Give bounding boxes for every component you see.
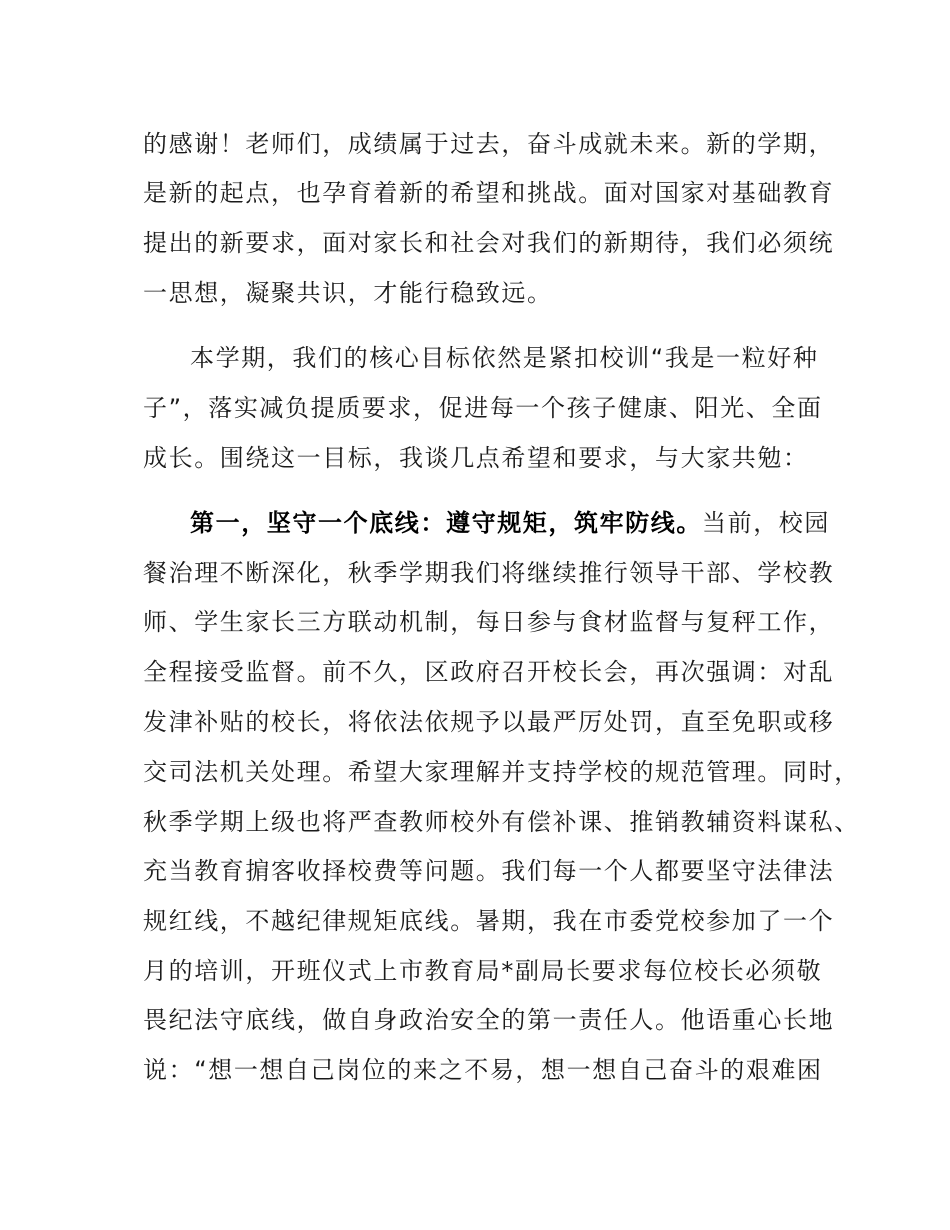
paragraph-line: 发津补贴的校长，将依法依规予以最严厉处罚，直至免职或移 <box>143 708 835 736</box>
paragraph-line: 本学期，我们的核心目标依然是紧扣校训“我是一粒好种 <box>190 344 819 372</box>
paragraph-line: 说：“想一想自己岗位的来之不易，想一想自己奋斗的艰难困 <box>143 1056 823 1084</box>
paragraph-line: 规红线，不越纪律规矩底线。暑期，我在市委党校参加了一个 <box>143 907 835 935</box>
paragraph-line: 餐治理不断深化，秋季学期我们将继续推行领导干部、学校教 <box>143 559 835 587</box>
paragraph-line: 成长。围绕这一目标，我谈几点希望和要求，与大家共勉： <box>143 444 809 472</box>
paragraph-line: 充当教育掮客收择校费等问题。我们每一个人都要坚守法律法 <box>143 857 835 885</box>
paragraph-line: 全程接受监督。前不久，区政府召开校长会，再次强调：对乱 <box>143 658 835 686</box>
paragraph-line: 一思想，凝聚共识，才能行稳致远。 <box>143 279 553 307</box>
paragraph-line: 师、学生家长三方联动机制，每日参与食材监督与复秤工作， <box>143 608 835 636</box>
paragraph-text: 当前，校园 <box>702 509 830 537</box>
paragraph-line: 是新的起点，也孕育着新的希望和挑战。面对国家对基础教育 <box>143 179 835 207</box>
paragraph-line: 提出的新要求，面对家长和社会对我们的新期待，我们必须统 <box>143 229 835 257</box>
paragraph-line: 的感谢！老师们，成绩属于过去，奋斗成就未来。新的学期， <box>143 130 835 158</box>
paragraph-line: 秋季学期上级也将严查教师校外有偿补课、推销教辅资料谋私、 <box>143 808 860 836</box>
paragraph-line: 月的培训，开班仪式上市教育局*副局长要求每位校长必须敬 <box>143 957 823 985</box>
paragraph-line: 畏纪法守底线，做自身政治安全的第一责任人。他语重心长地 <box>143 1006 835 1034</box>
section-heading: 第一，坚守一个底线：遵守规矩，筑牢防线。 <box>190 509 702 537</box>
paragraph-line: 子”，落实减负提质要求，促进每一个孩子健康、阳光、全面 <box>143 394 823 422</box>
paragraph-line: 交司法机关处理。希望大家理解并支持学校的规范管理。同时， <box>143 758 860 786</box>
section-heading-line <box>190 507 870 539</box>
